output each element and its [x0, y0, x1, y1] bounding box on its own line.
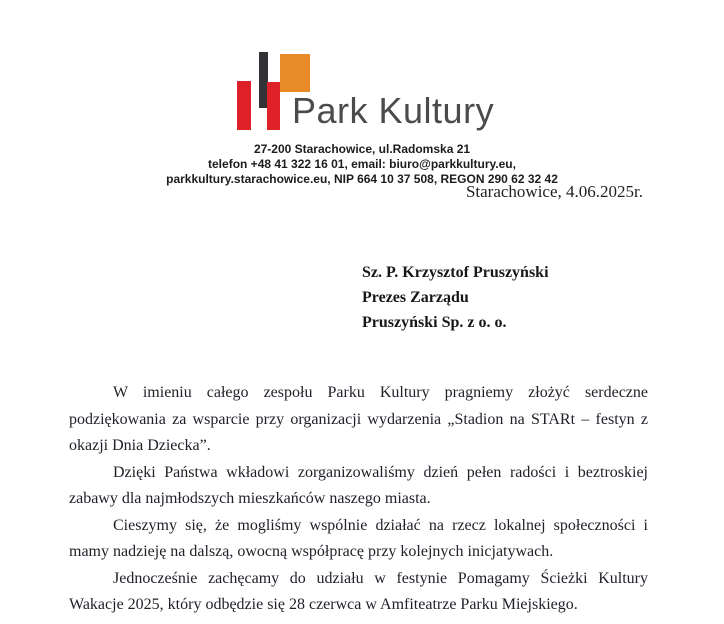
- recipient-name: Sz. P. Krzysztof Pruszyński: [362, 264, 549, 281]
- contact-web-nip-regon-line: parkkultury.starachowice.eu, NIP 664 10 37 508, REGON 290 62 32 42: [166, 172, 558, 186]
- contact-address-line: 27-200 Starachowice, ul.Radomska 21: [253, 142, 471, 156]
- logo-orange-square-icon: [280, 54, 310, 92]
- letter-body: [69, 380, 648, 619]
- body-paragraph-invitation: Jednocześnie zachęcamy do udziału w festynie Pomagamy Ścieżki Kultury Wakacje 2025, który odbędzie się 28 czerwca w Amfiteatrze Parku Miejskiego.: [69, 569, 648, 613]
- logo-red-bar-left-icon: [237, 81, 251, 130]
- recipient-title: Prezes Zarządu: [362, 289, 469, 306]
- logo-wordmark: Park Kultury: [292, 90, 495, 131]
- recipient-block: [362, 260, 549, 335]
- logo-red-bar-right-icon: [267, 82, 280, 130]
- body-paragraph-contribution: Dzięki Państwa wkładowi zorganizowaliśmy dzień pełen radości i beztroskiej zabawy dla najmłodszych mieszkańców naszego miasta.: [69, 463, 648, 507]
- dateline: Starachowice, 4.06.2025r.: [465, 182, 643, 201]
- letterhead-contact-block: [0, 142, 724, 187]
- contact-phone-email-line: telefon +48 41 322 16 01, email: biuro@parkkultury.eu,: [208, 157, 516, 171]
- body-paragraph-thanks: W imieniu całego zespołu Parku Kultury pragniemy złożyć serdeczne podziękowania za wsparcie przy organizacji wydarzenia „Stadion na STARt – festyn z okazji Dnia Dziecka”.: [69, 384, 648, 454]
- recipient-company: Pruszyński Sp. z o. o.: [362, 314, 507, 331]
- body-paragraph-cooperation: Cieszymy się, że mogliśmy wspólnie działać na rzecz lokalnej społeczności i mamy nadzieję na dalszą, owocną współpracę przy kolejnych inicjatywach.: [69, 516, 648, 560]
